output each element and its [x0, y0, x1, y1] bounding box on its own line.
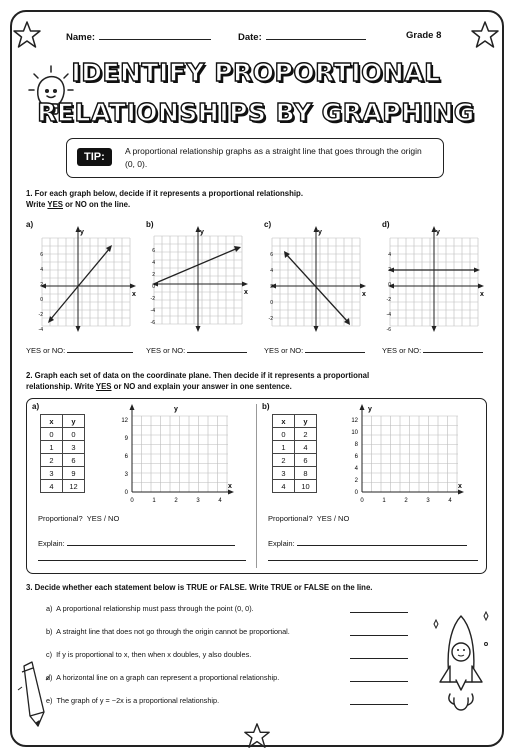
pencil-icon: [16, 660, 50, 732]
graph-d-tick-label: -4: [386, 312, 391, 318]
title-line-2: RELATIONSHIPS BY GRAPHING: [37, 98, 475, 127]
plane-x-tick: 4: [448, 498, 452, 504]
q2b-proportional[interactable]: Proportional? YES / NO: [268, 514, 350, 523]
graph-c-letter: c): [264, 220, 272, 229]
q2b-plane[interactable]: [348, 402, 478, 508]
graph-a-answer[interactable]: YES or NO:: [26, 344, 133, 355]
graph-a-tick-label: 6: [40, 252, 43, 258]
q2a-proportional[interactable]: Proportional? YES / NO: [38, 514, 120, 523]
plane-x-tick: 0: [360, 498, 364, 504]
plane-x-tick: 4: [218, 498, 222, 504]
graph-c-x-label: x: [362, 291, 366, 298]
graph-d-x-label: x: [480, 291, 484, 298]
q2b-grid: [362, 416, 458, 492]
graph-c-tick-label: 2: [270, 284, 273, 290]
plane-y-tick: 4: [354, 466, 358, 472]
plane-y-tick: 8: [354, 442, 358, 448]
plane-y-tick: 3: [124, 472, 128, 478]
graph-a-tick-label: -2: [38, 312, 43, 318]
graph-c-tick-label: -2: [268, 316, 273, 322]
q3-prompt: 3. Decide whether each statement below is TRUE or FALSE. Write TRUE or FALSE on the line.: [26, 583, 373, 592]
q3-answer-d[interactable]: [350, 681, 408, 682]
plane-y-tick: 6: [354, 454, 358, 460]
graph-c-tick-label: 6: [270, 252, 273, 258]
q2a-explain-line[interactable]: [38, 560, 246, 561]
tip-box: [66, 138, 444, 178]
plane-x-tick: 3: [196, 498, 200, 504]
graph-d-letter: d): [382, 220, 390, 229]
q2b-y-label: y: [368, 406, 372, 413]
graph-d-answer[interactable]: YES or NO:: [382, 344, 483, 355]
rocket-icon: [428, 610, 494, 722]
plane-x-tick: 1: [152, 498, 156, 504]
q1-prompt: 1. For each graph below, decide if it represents a proportional relationship. Write YES or NO on the line.: [26, 189, 303, 209]
q2a-explain[interactable]: Explain:: [38, 537, 235, 548]
graph-b-tick-label: 6: [152, 248, 155, 254]
q2a-x-label: x: [228, 483, 232, 490]
graph-b-letter: b): [146, 220, 154, 229]
q2a-letter: a): [32, 402, 40, 411]
date-field[interactable]: Date:: [238, 30, 366, 43]
q2a-y-label: y: [174, 406, 178, 413]
graph-b-tick-label: 2: [152, 272, 155, 278]
star-icon: [470, 20, 500, 50]
plane-y-tick: 12: [121, 418, 128, 424]
plane-x-tick: 0: [130, 498, 134, 504]
graph-c-answer[interactable]: YES or NO:: [264, 344, 365, 355]
q2b-x-label: x: [458, 483, 462, 490]
q2a-plane[interactable]: [118, 402, 248, 508]
graph-b-x-label: x: [244, 289, 248, 296]
plane-x-tick: 3: [426, 498, 430, 504]
graph-a-tick-label: 0: [40, 297, 43, 303]
graph-d-tick-label: -2: [386, 297, 391, 303]
q3-answer-e[interactable]: [350, 704, 408, 705]
graph-b-answer[interactable]: YES or NO:: [146, 344, 247, 355]
graph-b-y-label: y: [200, 229, 204, 236]
title-line-1: IDENTIFY PROPORTIONAL: [71, 58, 441, 87]
graph-b-tick-label: -4: [150, 308, 155, 314]
graph-c-tick-label: 4: [270, 268, 273, 274]
q3-statement-a: a) A proportional relationship must pass through the point (0, 0).: [46, 604, 254, 613]
plane-y-tick: 10: [351, 430, 358, 436]
graph-a-letter: a): [26, 220, 34, 229]
q3-answer-a[interactable]: [350, 612, 408, 613]
graph-b-tick-label: 0: [152, 284, 155, 290]
q3-statement-c: c) If y is proportional to x, then when x doubles, y also doubles.: [46, 650, 252, 659]
plane-y-tick: 2: [354, 478, 358, 484]
graph-a-tick-label: -4: [38, 327, 43, 332]
graph-d: [384, 224, 488, 332]
graph-a-tick-label: 4: [40, 267, 43, 273]
graph-d-tick-label: 0: [388, 282, 391, 288]
q3-statement-e: e) The graph of y = −2x is a proportional relationship.: [46, 696, 220, 705]
q3-statement-b: b) A straight line that does not go through the origin cannot be proportional.: [46, 627, 290, 636]
graph-b-tick-label: -6: [150, 320, 155, 326]
plane-y-tick: 9: [124, 436, 128, 442]
tip-text: A proportional relationship graphs as a straight line that goes through the origin (0, 0).: [125, 146, 422, 169]
plane-y-tick: 0: [354, 490, 358, 496]
graph-d-y-label: y: [436, 229, 440, 236]
graph-b: [148, 224, 252, 332]
q2b-table: x y 0 2 1 4 2 6 3 8 4 10: [272, 414, 317, 493]
q2b-explain[interactable]: Explain:: [268, 537, 467, 548]
plane-x-tick: 2: [404, 498, 408, 504]
graph-c-tick-label: 0: [270, 300, 273, 306]
tip-label: TIP:: [77, 148, 112, 166]
graph-a: [36, 224, 140, 332]
grade-label: Grade 8: [406, 30, 442, 41]
graph-c: [266, 224, 370, 332]
q2b-explain-line[interactable]: [268, 560, 478, 561]
graph-c-y-label: y: [318, 229, 322, 236]
graph-d-tick-label: 4: [388, 252, 391, 258]
q2-prompt: 2. Graph each set of data on the coordinate plane. Then decide if it represents a proportional relationship. Write YES or NO and explain your answer in one sentence.: [26, 371, 370, 391]
q2b-letter: b): [262, 402, 270, 411]
graph-b-tick-label: 4: [152, 260, 155, 266]
plane-x-tick: 1: [382, 498, 386, 504]
graph-a-tick-label: 2: [40, 282, 43, 288]
q3-statement-d: d) A horizontal line on a graph can represent a proportional relationship.: [46, 673, 280, 682]
graph-d-tick-label: 2: [388, 267, 391, 273]
graph-a-y-label: y: [80, 229, 84, 236]
star-icon: [243, 722, 271, 750]
name-field[interactable]: Name:: [66, 30, 211, 43]
plane-x-tick: 2: [174, 498, 178, 504]
plane-y-tick: 12: [351, 418, 358, 424]
plane-y-tick: 0: [124, 490, 128, 496]
q2a-grid: [132, 416, 228, 492]
graph-a-x-label: x: [132, 291, 136, 298]
plane-y-tick: 6: [124, 454, 128, 460]
graph-b-tick-label: -2: [150, 296, 155, 302]
q3-answer-b[interactable]: [350, 635, 408, 636]
q2a-table: x y 0 0 1 3 2 6 3 9 4 12: [40, 414, 85, 493]
star-icon: [12, 20, 42, 50]
q2-divider: [256, 404, 257, 568]
q3-answer-c[interactable]: [350, 658, 408, 659]
graph-d-tick-label: -6: [386, 327, 391, 332]
